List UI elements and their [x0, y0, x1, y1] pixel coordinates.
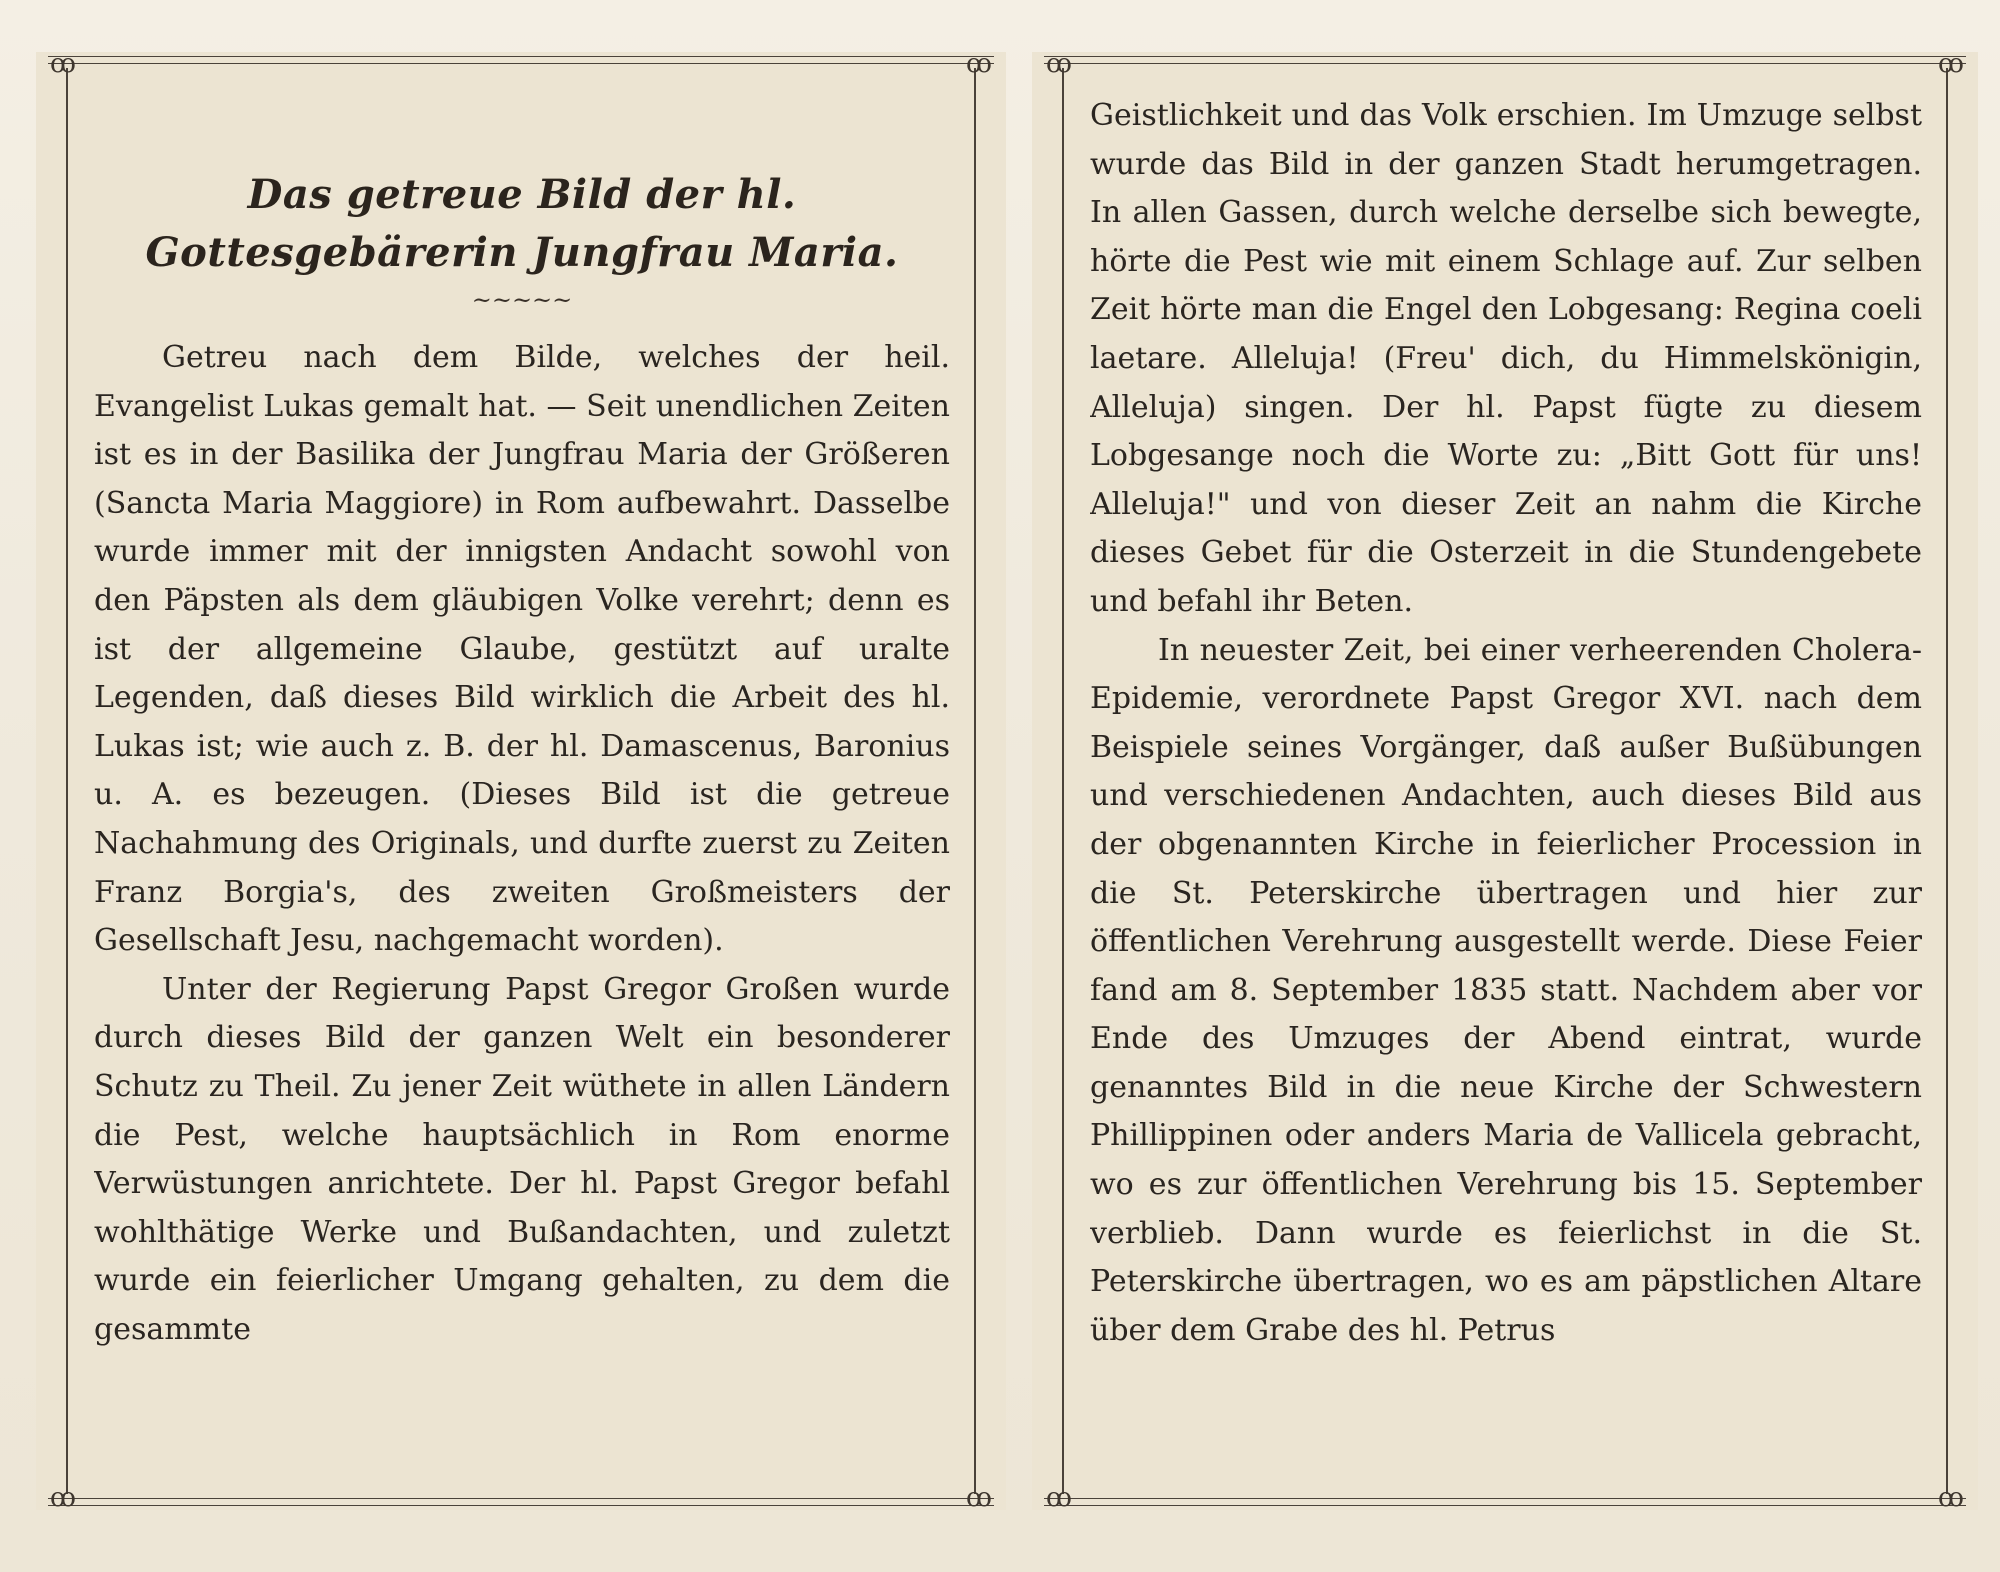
corner-ornament-icon: ꝏ [50, 1483, 76, 1513]
right-page [1032, 49, 1978, 1513]
left-page [36, 49, 1006, 1513]
corner-ornament-icon: ꝏ [1046, 1483, 1072, 1513]
right-top-rule [1044, 49, 1966, 79]
title-divider: ~~~~~ [471, 286, 573, 314]
right-page-content [1090, 92, 1922, 1480]
left-page-content [94, 82, 950, 1480]
corner-ornament-icon: ꝏ [1046, 49, 1072, 79]
corner-ornament-icon: ꝏ [50, 49, 76, 79]
corner-ornament-icon: ꝏ [1938, 1483, 1964, 1513]
corner-ornament-icon: ꝏ [966, 1483, 992, 1513]
page-title: Das getreue Bild der hl. Gottesgebärerin Jungfrau Maria. [145, 171, 899, 276]
paragraph: In neuester Zeit, bei einer verheerenden Cholera-Epidemie, verordnete Papst Gregor XVI. nach dem Beispiele seines Vorgänger, daß außer Bußübungen und verschiedenen Andachten, auch dieses Bild aus der obgenannten Kirche in feierlicher Procession in die St. Peterskirche übertragen und hier zur öffentlichen Verehrung ausgestellt werde. Diese Feier fand am 8. September 1835 statt. Nachdem aber vor Ende des Umzuges der Abend eintrat, wurde genanntes Bild in die neue Kirche der Schwestern Phillippinen oder anders Maria de Vallicela gebracht, wo es zur öffentlichen Verehrung bis 15. September verblieb. Dann wurde es feierlichst in die St. Peterskirche übertragen, wo es am päpstlichen Altare über dem Grabe des hl. Petrus [1090, 632, 1922, 1348]
corner-ornament-icon: ꝏ [1938, 49, 1964, 79]
right-bottom-rule [1044, 1483, 1966, 1513]
paragraph: Geistlichkeit und das Volk erschien. Im Umzuge selbst wurde das Bild in der ganzen Stadt herumgetragen. In allen Gassen, durch welche derselbe sich bewegte, hörte die Pest wie mit einem Schlage auf. Zur selben Zeit hörte man die Engel den Lobgesang: Regina coeli laetare. Alleluja! (Freu' dich, du Himmelskönigin, Alleluja) singen. Der hl. Papst fügte zu diesem Lobgesange noch die Worte zu: „Bitt Gott für uns! Alleluja!" und von dieser Zeit an nahm die Kirche dieses Gebet für die Osterzeit in die Stundengebete und befahl ihr Beten. [1090, 98, 1922, 619]
paragraph: Getreu nach dem Bilde, welches der heil. Evangelist Lukas gemalt hat. — Seit unendlichen Zeiten ist es in der Basilika der Jungfrau Maria der Größeren (Sancta Maria Maggiore) in Rom aufbewahrt. Dasselbe wurde immer mit der innigsten Andacht sowohl von den Päpsten als dem gläubigen Volke verehrt; denn es ist der allgemeine Glaube, gestützt auf uralte Legenden, daß dieses Bild wirklich die Arbeit des hl. Lukas ist; wie auch z. B. der hl. Damascenus, Baronius u. A. es bezeugen. (Dieses Bild ist die getreue Nachahmung des Originals, und durfte zuerst zu Zeiten Franz Borgia's, des zweiten Großmeisters der Gesellschaft Jesu, nachgemacht worden). [94, 340, 950, 959]
paragraph: Unter der Regierung Papst Gregor Großen wurde durch dieses Bild der ganzen Welt ein besonderer Schutz zu Theil. Zu jener Zeit wüthete in allen Ländern die Pest, welche hauptsächlich in Rom enorme Verwüstungen anrichtete. Der hl. Papst Gregor befahl wohlthätige Werke und Bußandachten, und zuletzt wurde ein feierlicher Umgang gehalten, zu dem die gesammte [94, 971, 950, 1347]
left-top-rule [48, 49, 994, 79]
corner-ornament-icon: ꝏ [966, 49, 992, 79]
left-bottom-rule [48, 1483, 994, 1513]
